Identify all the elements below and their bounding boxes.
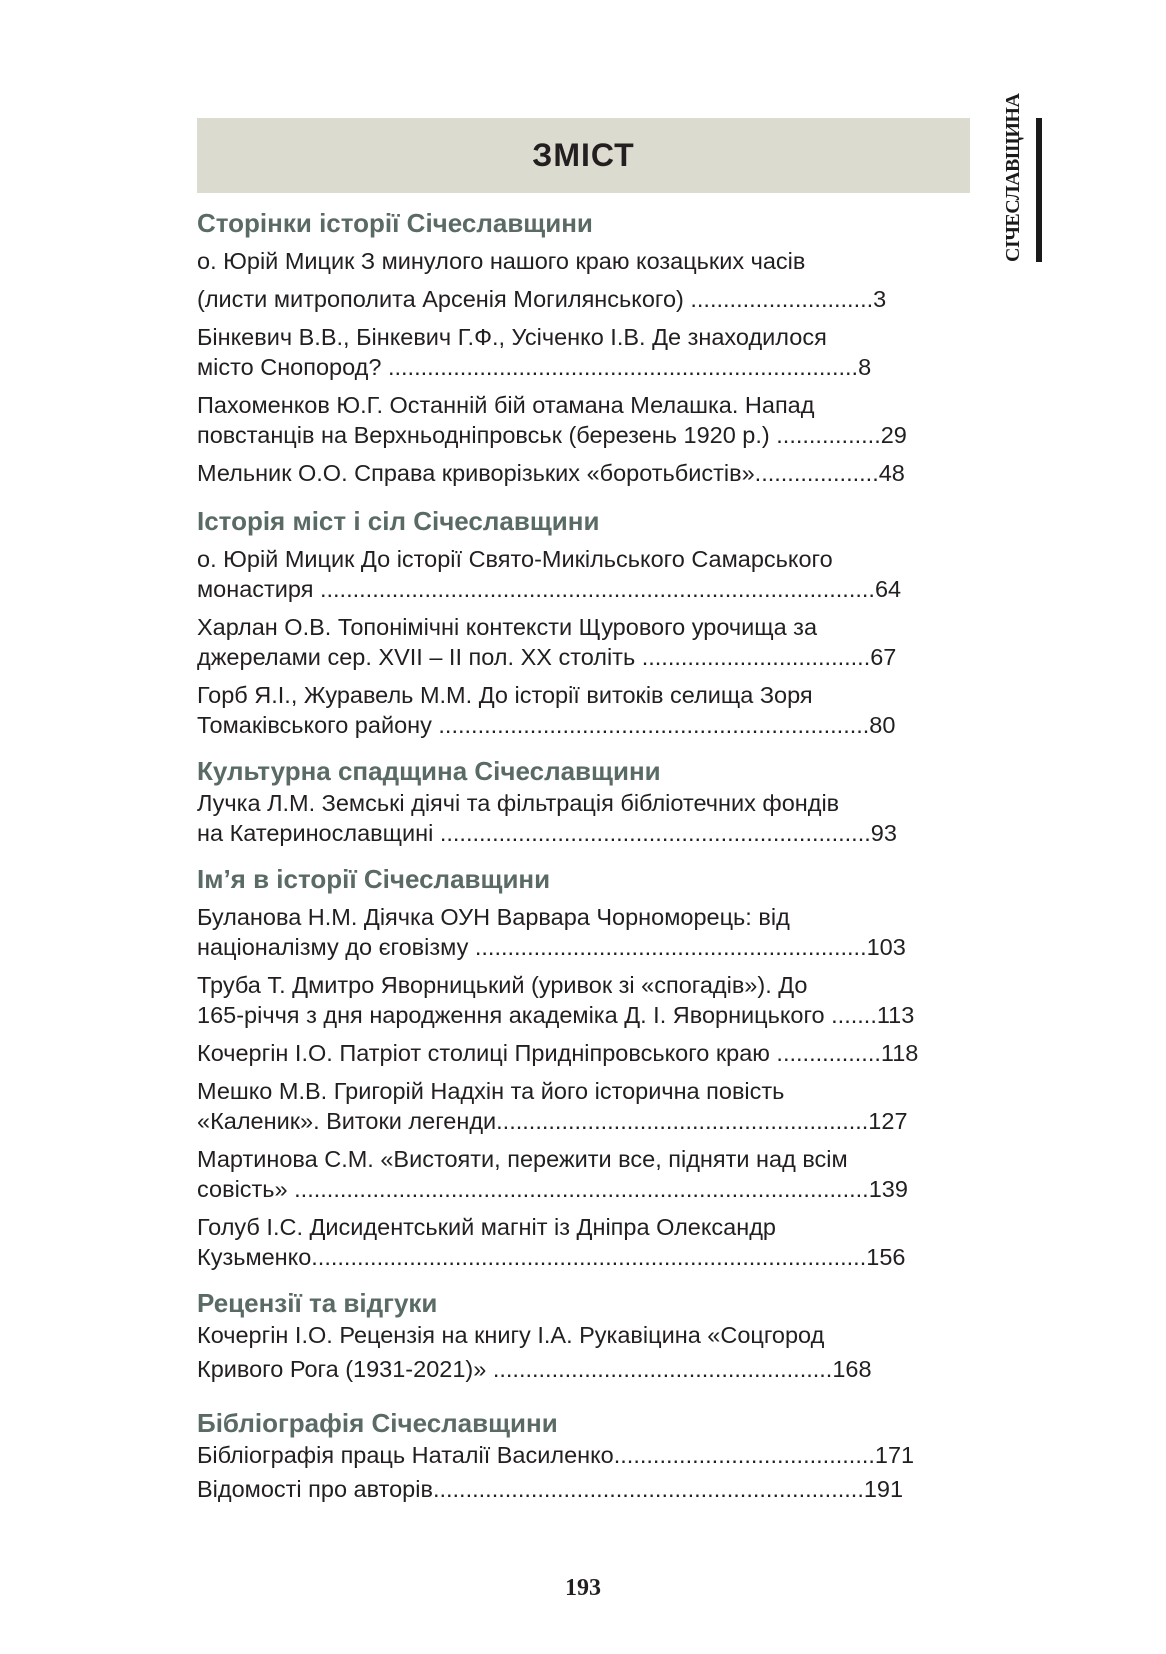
toc-entry-line: Бібліографія праць Наталії Василенко........................................171 xyxy=(197,1442,915,1468)
toc-entry-line: о. Юрій Мицик З минулого нашого краю козацьких часів xyxy=(197,248,806,274)
section-title: Сторінки історії Січеславщини xyxy=(197,208,593,238)
toc-entry-line: Відомості про авторів..................................................................191 xyxy=(197,1476,904,1502)
toc-entry-line: Кочергін І.О. Рецензія на книгу І.А. Рукавіцина «Соцгород xyxy=(197,1322,825,1348)
toc-entry-line: 165-річчя з дня народження академіка Д. І. Яворницького .......113 xyxy=(197,1002,915,1028)
section-title: Бібліографія Січеславщини xyxy=(197,1408,558,1438)
toc-entry-line: Лучка Л.М. Земські діячі та фільтрація бібліотечних фондів xyxy=(197,790,840,816)
toc-entry-line: Мартинова С.М. «Вистояти, пережити все, підняти над всім xyxy=(197,1146,848,1172)
toc-entry-line: на Катеринославщині ..................................................................93 xyxy=(197,820,897,846)
page-number: 193 xyxy=(565,1575,601,1601)
journal-logo xyxy=(1002,93,1044,268)
toc-entry-line: місто Снопород? ........................................................................8 xyxy=(197,354,872,380)
toc-entry-line: Голуб І.С. Дисидентський магніт із Дніпра Олександр xyxy=(197,1214,776,1240)
toc-entry-line: совість» ........................................................................................139 xyxy=(197,1176,908,1202)
toc-entry-line: повстанців на Верхньодніпровськ (березень 1920 р.) ................29 xyxy=(197,422,907,448)
page-title: ЗМІСТ xyxy=(532,137,635,173)
toc-entry-line: Кочергін І.О. Патріот столиці Придніпровського краю ................118 xyxy=(197,1040,919,1066)
logo-bar xyxy=(1036,118,1042,262)
toc-entry-line: Горб Я.І., Журавель М.М. До історії витоків селища Зоря xyxy=(197,682,813,708)
toc-entry-line: Томаківського району ..................................................................80 xyxy=(197,712,896,738)
toc-entry-line: Мешко М.В. Григорій Надхін та його історична повість xyxy=(197,1078,785,1104)
toc-entry-line: Буланова Н.М. Діячка ОУН Варвара Чорноморець: від xyxy=(197,904,790,930)
logo-text: СІЧЕСЛАВЩИНА xyxy=(1002,93,1024,262)
toc-entry-line: «Каленик». Витоки легенди.........................................................127 xyxy=(197,1108,908,1134)
toc-entry-line: Труба Т. Дмитро Яворницький (уривок зі «спогадів»). До xyxy=(197,972,808,998)
toc-entry-line: (листи митрополита Арсенія Могилянського) ............................3 xyxy=(197,286,887,312)
toc-entry-line: Бінкевич В.В., Бінкевич Г.Ф., Усіченко І.В. Де знаходилося xyxy=(197,324,827,350)
toc-title-bar xyxy=(197,118,970,193)
toc-entry-line: Харлан О.В. Топонімічні контексти Щурового урочища за xyxy=(197,614,818,640)
section-title: Культурна спадщина Січеславщини xyxy=(197,756,661,786)
section-title: Історія міст і сіл Січеславщини xyxy=(197,506,600,536)
toc-entry-line: Мельник О.О. Справа криворізьких «боротьбистів»...................48 xyxy=(197,460,905,486)
section-title: Ім’я в історії Січеславщини xyxy=(197,864,551,894)
toc-entry-line: Пахоменков Ю.Г. Останній бій отамана Мелашка. Напад xyxy=(197,392,815,418)
toc-entry-line: о. Юрій Мицик До історії Свято-Микільського Самарського xyxy=(197,546,833,572)
toc-entry-line: джерелами сер. XVII – II пол. XX століть ...................................67 xyxy=(197,644,897,670)
toc-entry-line: Кривого Рога (1931-2021)» ....................................................168 xyxy=(197,1356,872,1382)
section-title: Рецензії та відгуки xyxy=(197,1288,438,1318)
toc-entry-line: націоналізму до єговізму ............................................................103 xyxy=(197,934,906,960)
toc-entry-line: Кузьменко.....................................................................................156 xyxy=(197,1244,906,1270)
toc-entry-line: монастиря .....................................................................................64 xyxy=(197,576,902,602)
